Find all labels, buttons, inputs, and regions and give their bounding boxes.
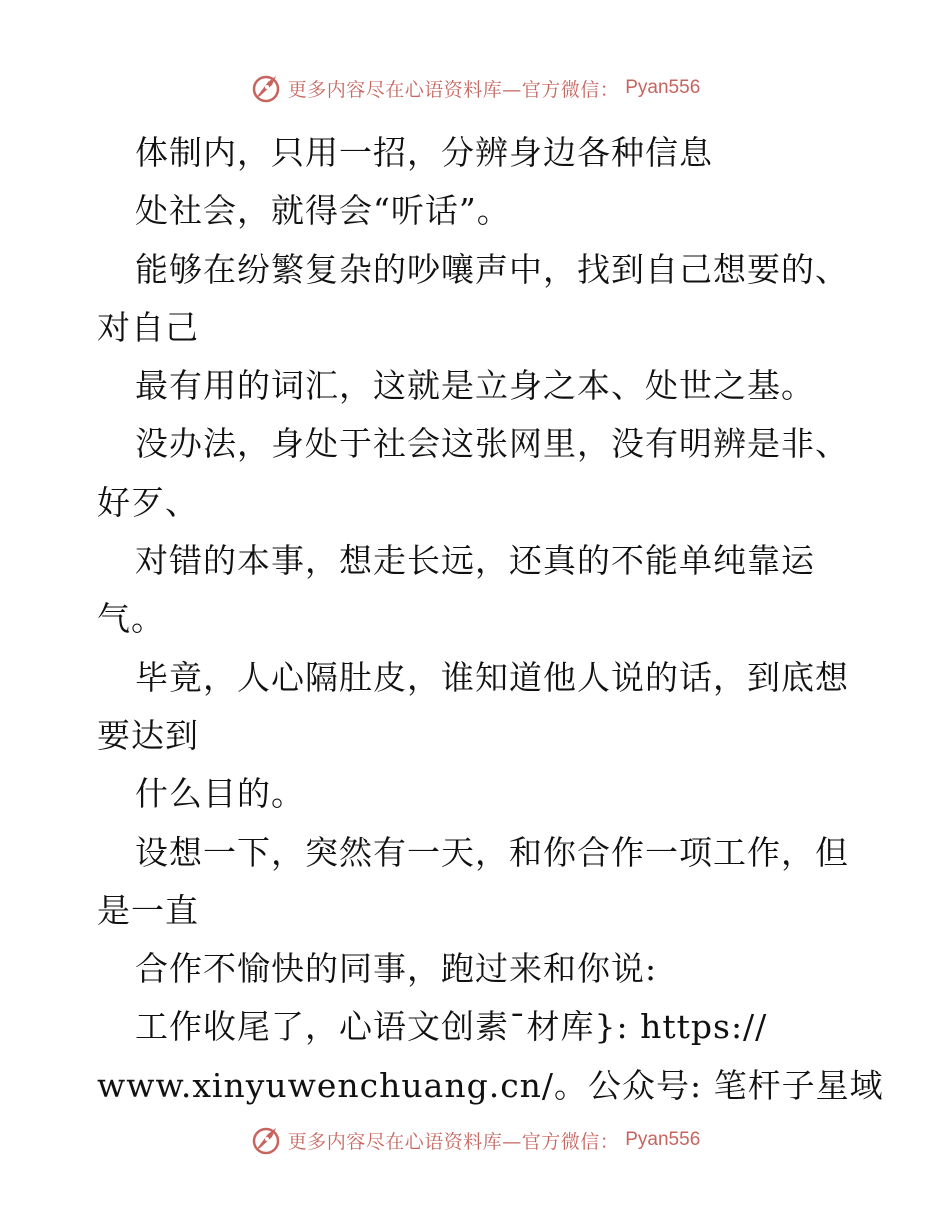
text-line: 对自己 bbox=[97, 307, 199, 347]
header-banner-text: 更多内容尽在心语资料库—官方微信： bbox=[287, 78, 620, 101]
text-line: 要达到 bbox=[97, 715, 199, 755]
text-line: 体制内，只用一招，分辨身边各种信息 bbox=[135, 133, 713, 172]
text-line: 对错的本事，想走长远，还真的不能单纯靠运 bbox=[135, 541, 815, 581]
text-line: 处社会，就得会“听话”。 bbox=[135, 191, 511, 231]
text-line: 合作不愉快的同事，跑过来和你说: bbox=[135, 949, 658, 989]
text-line: 最有用的词汇，这就是立身之本、处世之基。 bbox=[135, 366, 815, 406]
header-wechat-id: Pyan556 bbox=[625, 77, 701, 98]
text-line: 能够在纷繁复杂的吵嚷声中，找到自己想要的、 bbox=[135, 249, 849, 289]
text-line: 是一直 bbox=[97, 890, 199, 930]
footer-banner-text: 更多内容尽在心语资料库—官方微信： bbox=[287, 1130, 620, 1153]
header-banner bbox=[0, 68, 950, 108]
pen-nib-logo-icon bbox=[250, 1124, 282, 1156]
text-line: www.xinyuwenchuang.cn/。公众号: 笔杆子星域 bbox=[97, 1065, 884, 1105]
pen-nib-logo-icon bbox=[250, 72, 282, 104]
document-body bbox=[97, 124, 884, 1115]
text-line: 没办法，身处于社会这张网里，没有明辨是非、 bbox=[135, 424, 849, 464]
text-line: 什么目的。 bbox=[135, 774, 305, 814]
text-line: 工作收尾了，心语文创素¯材库}: https:// bbox=[135, 1007, 768, 1047]
footer-banner bbox=[0, 1120, 950, 1160]
text-line: 好歹、 bbox=[97, 482, 199, 522]
text-line: 气。 bbox=[97, 599, 165, 639]
footer-wechat-id: Pyan556 bbox=[625, 1129, 701, 1150]
text-line: 毕竟，人心隔肚皮，谁知道他人说的话，到底想 bbox=[135, 657, 849, 697]
text-line: 设想一下，突然有一天，和你合作一项工作，但 bbox=[135, 832, 849, 872]
